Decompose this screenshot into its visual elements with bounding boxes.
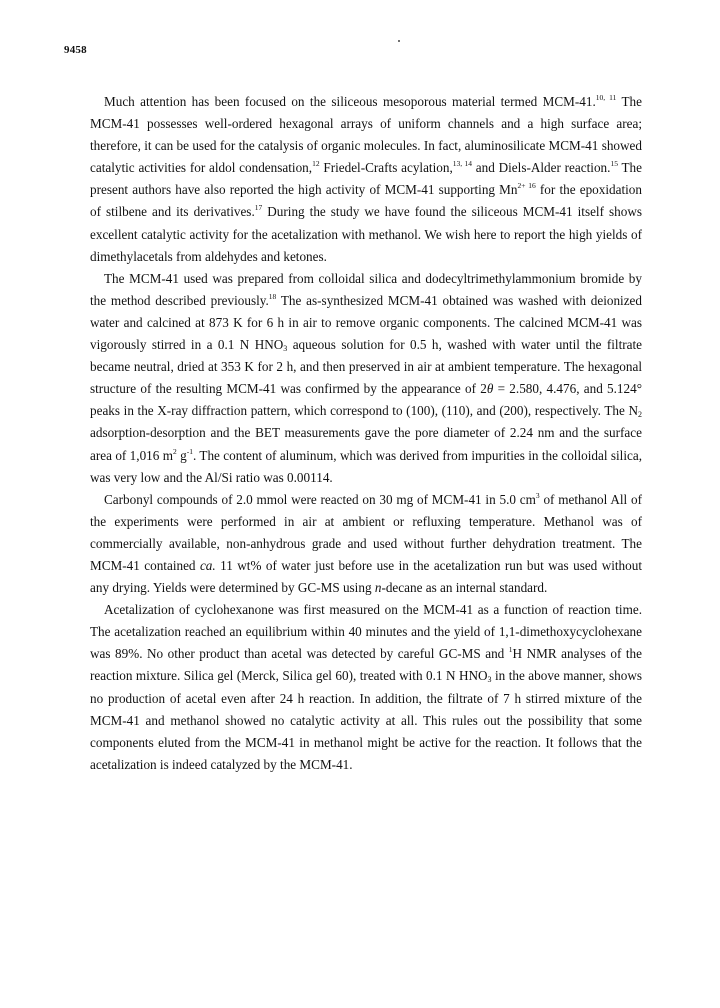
text-run: Acetalization of cyclohexanone was first measured on the MCM-41 as a function of reaction time. The acetalization reached an equilibrium within 40 minutes and the yield of 1,1-dimethoxycyclohexane was 89%. No other product than acetal was detected by careful GC-MS and: [90, 602, 642, 662]
superscript: 1: [508, 645, 513, 655]
text-run: -decane as an internal standard.: [381, 580, 548, 596]
text-run: The as-synthesized MCM-41 obtained was washed with deionized water and calcined at 873 K for 6 h in air to remove organic components. The calcined MCM-41 was vigorously stirred in a 0.1 N HNO: [90, 292, 643, 353]
superscript: 10, 11: [595, 93, 617, 102]
text-run: in the above manner, shows no production of acetal even after 24 h reaction. In addition, the filtrate of 7 h stirred mixture of the MCM-41 and methanol showed no catalytic activity at all. This rules out the possibility that some components eluted from the MCM-41 in methanol might be active for the reaction. It follows that the acetalization is indeed catalyzed by the MCM-41.: [90, 668, 642, 772]
superscript: 13, 14: [452, 159, 472, 169]
text-run: The present authors have also reported the high activity of MCM-41 supporting Mn: [90, 160, 642, 198]
text-run: During the study we have found the siliceous MCM-41 itself shows excellent catalytic activity for the acetalization with methanol. We wish here to report the high yields of dimethylacetals from aldehydes and ketones.: [90, 204, 642, 264]
paragraph: [90, 268, 642, 489]
text-run: Friedel-Crafts acylation,: [319, 160, 453, 176]
text-run: aqueous solution for 0.5 h, washed with water until the filtrate became neutral, dried at 353 K for 2 h, and then preserved in air at ambient temperature. The hexagonal structure of the resulting MCM-41 was confirmed by the appearance of 2: [90, 337, 643, 397]
text-run: g: [176, 447, 187, 463]
text-run: Much attention has been focused on the siliceous mesoporous material termed MCM-41.: [104, 94, 596, 109]
superscript: 3: [535, 490, 540, 500]
subscript: 2: [638, 410, 642, 420]
superscript: 2: [173, 446, 177, 456]
text-run: The MCM-41 possesses well-ordered hexagonal arrays of uniform channels and a high surface area; therefore, it can be used for the catalysis of organic molecules. In fact, aluminosilicate MCM-41 showed catalytic activities for aldol condensation,: [90, 94, 642, 176]
text-run: Carbonyl compounds of 2.0 mmol were reacted on 30 mg of MCM-41 in 5.0 cm: [104, 491, 536, 507]
paragraph: [90, 91, 642, 268]
text-run: = 2.580, 4.476, and 5.124° peaks in the X-ray diffraction pattern, which correspond to (100), (110), and (200), respectively. The N: [90, 381, 642, 419]
superscript: 12: [312, 159, 320, 169]
text-run: and Diels-Alder reaction.: [472, 160, 611, 176]
paragraph: [90, 599, 642, 776]
superscript: 17: [254, 203, 263, 213]
italic-text: ca.: [199, 557, 216, 573]
page-number: 9458: [64, 44, 87, 56]
text-run: The MCM-41 used was prepared from colloidal silica and dodecyltrimethylammonium bromide by the method described previously.: [90, 270, 642, 308]
text-run: . The content of aluminum, which was derived from impurities in the colloidal silica, was very low and the Al/Si ratio was 0.00114.: [90, 447, 642, 485]
superscript: -1: [186, 446, 193, 456]
text-run: H NMR analyses of the reaction mixture. Silica gel (Merck, Silica gel 60), treated with 0.1 N HNO: [90, 646, 642, 684]
superscript: 18: [268, 291, 277, 301]
text-run: 11 wt% of water just before use in the acetalization run but was used without any drying. Yields were determined by GC-MS using: [90, 557, 642, 596]
italic-text: n: [374, 580, 382, 596]
text-run: for the epoxidation of stilbene and its derivatives.: [90, 182, 642, 220]
text-run: adsorption-desorption and the BET measurements gave the pore diameter of 2.24 nm and the surface area of 1,016 m: [90, 425, 642, 463]
article-body: [90, 91, 642, 776]
italic-text: θ: [486, 381, 494, 397]
subscript: 3: [487, 675, 492, 685]
superscript: 2+ 16: [517, 181, 536, 191]
paragraph: [90, 489, 642, 599]
scan-speck: [398, 40, 400, 42]
text-run: of methanol All of the experiments were performed in air at ambient or refluxing temperature. Methanol was of commercially available, non-anhydrous grade and used without further dehydration treatment. The MCM-41 contained: [90, 491, 643, 573]
subscript: 3: [283, 344, 288, 354]
superscript: 15: [610, 159, 618, 169]
